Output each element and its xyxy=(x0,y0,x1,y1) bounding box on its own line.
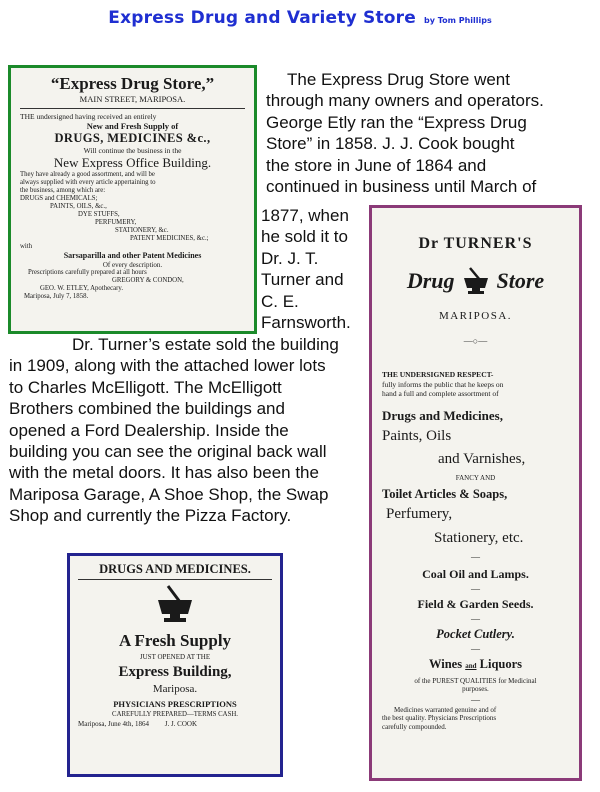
item-field: Field & Garden Seeds. xyxy=(417,596,534,611)
article-line: in 1909, along with the attached lower lots xyxy=(9,356,326,376)
clipping-intro xyxy=(382,370,569,399)
divider xyxy=(78,579,272,580)
list-item: STATIONERY, &c. xyxy=(115,227,169,234)
purest-note xyxy=(382,677,569,694)
article-line: he sold it to xyxy=(261,227,348,247)
article-line: 1877, when xyxy=(261,206,349,225)
title-text: Express Drug and Variety Store xyxy=(108,8,416,28)
clipping-sarsaparilla: Sarsaparilla and other Patent Medicines xyxy=(63,251,202,260)
list-item: DRUGS and CHEMICALS; xyxy=(20,195,98,202)
item-coal: Coal Oil and Lamps. xyxy=(422,566,529,581)
list-item: PATENT MEDICINES, &c.; xyxy=(130,235,209,242)
clipping-title: “Express Drug Store,” xyxy=(50,74,215,93)
physicians: PHYSICIANS PRESCRIPTIONS xyxy=(113,699,237,709)
byline: by Tom Phillips xyxy=(423,16,492,25)
article-line: continued in business until March of xyxy=(266,177,537,197)
list-item: PERFUMERY, xyxy=(95,219,137,226)
item-wines xyxy=(382,653,569,677)
article-line: George Etly ran the “Express Drug xyxy=(266,112,527,132)
warranted-line: carefully compounded. xyxy=(382,722,447,731)
list-item: PAINTS, OILS, &c., xyxy=(50,203,107,210)
article-line: Mariposa Garage, A Shoe Shop, the Swap xyxy=(9,484,329,504)
article-line: to Charles McElligott. The McElligott xyxy=(9,377,282,397)
article-line: Shop and currently the Pizza Factory. xyxy=(9,506,292,526)
cook-signature: J. J. COOK xyxy=(164,720,198,728)
item-varnishes: and Varnishes, xyxy=(438,450,526,467)
clipping-assortment xyxy=(20,171,245,195)
store-word: Store xyxy=(496,268,545,293)
item-paints: Paints, Oils xyxy=(382,427,452,444)
clipping-continue: Will continue the business in the xyxy=(83,146,182,155)
article-narrow xyxy=(261,205,365,333)
dr-turners-drug-store-clipping xyxy=(369,205,582,781)
mortar-and-pestle-icon xyxy=(461,266,491,296)
drug-word: Drug xyxy=(406,268,455,293)
clipping-signature: GEO. W. ETLEY, Apothecary. xyxy=(40,285,124,292)
clipping-title: Dr TURNER'S xyxy=(418,235,533,252)
article-line: through many owners and operators. xyxy=(266,91,544,111)
intro-line: hand a full and complete assortment of xyxy=(382,389,499,398)
assort-line: They have already a good assortment, and will be xyxy=(20,171,155,178)
article-line: opened a Ford Dealership. Inside the xyxy=(9,420,289,440)
divider-dash: — xyxy=(471,694,480,705)
clipping-items-heading: DRUGS, MEDICINES &c., xyxy=(54,131,211,145)
list-item: DYE STUFFS, xyxy=(78,211,120,218)
warranted-note xyxy=(382,706,569,732)
and-word: and xyxy=(465,661,477,670)
clipping-firm: GREGORY & CONDON, xyxy=(112,277,184,284)
clipping-heading: DRUGS AND MEDICINES. xyxy=(99,562,251,576)
purest-line: purposes. xyxy=(462,685,489,693)
assort-line: always supplied with every article appertaining to xyxy=(20,179,156,186)
article-line: Brothers combined the buildings and xyxy=(9,399,285,419)
ornament-divider: —○— xyxy=(463,336,488,346)
cook-town: Mariposa. xyxy=(152,683,198,695)
liquors-word: Liquors xyxy=(479,656,523,671)
warranted-line: the best quality. Physicians Prescriptions xyxy=(382,714,497,722)
intro-line: fully informs the public that he keeps on xyxy=(382,379,504,389)
mortar-illustration xyxy=(78,584,272,624)
drug-store-banner xyxy=(382,266,569,296)
article-line: Dr. J. T. xyxy=(261,248,319,268)
article-line: Turner and xyxy=(261,270,344,290)
article-line: the store in June of 1864 and xyxy=(266,155,487,175)
divider xyxy=(20,108,245,109)
fancy-and: FANCY AND xyxy=(455,473,496,482)
clipping-intro: THE undersigned having received an entirely xyxy=(20,112,157,121)
drugs-and-medicines-clipping xyxy=(67,553,283,777)
divider-dash: — xyxy=(471,583,480,594)
fresh-supply: A Fresh Supply xyxy=(118,631,232,650)
cook-date: Mariposa, June 4th, 1864 xyxy=(78,720,149,728)
wines-word: Wines xyxy=(428,656,463,671)
item-pocket: Pocket Cutlery. xyxy=(436,626,515,641)
clipping-town: MARIPOSA. xyxy=(438,310,513,322)
item-drugs: Drugs and Medicines, xyxy=(382,407,503,423)
article-line: The Express Drug Store went xyxy=(287,70,510,89)
list-item: with xyxy=(20,243,33,250)
page-title xyxy=(0,8,600,28)
item-perfumery: Perfumery, xyxy=(386,505,453,522)
clipping-date: Mariposa, July 7, 1858. xyxy=(24,293,89,300)
warranted-line: Medicines warranted genuine and of xyxy=(394,705,497,714)
item-stationery: Stationery, etc. xyxy=(434,529,524,546)
divider-dash: — xyxy=(471,551,480,562)
article-line: Farnsworth. xyxy=(261,313,351,333)
clipping-location: MAIN STREET, MARIPOSA. xyxy=(79,94,186,104)
purest-line: of the PUREST QUALITIES for Medicinal xyxy=(414,676,537,685)
express-drug-store-clipping xyxy=(8,65,257,334)
divider-dash: — xyxy=(471,643,480,654)
article-line: building you can see the original back wall xyxy=(9,442,327,462)
intro-line: THE UNDERSIGNED RESPECT- xyxy=(382,370,494,379)
carefully: CAREFULLY PREPARED—TERMS CASH. xyxy=(112,711,238,718)
clipping-list xyxy=(20,195,245,251)
article-top xyxy=(266,69,596,197)
assort-line: the business, among which are: xyxy=(20,187,106,194)
clipping-building: New Express Office Building. xyxy=(53,155,212,170)
cook-footer xyxy=(78,719,272,729)
divider-dash: — xyxy=(471,613,480,624)
article-line: C. E. xyxy=(261,291,299,311)
clipping-every: Of every description. xyxy=(102,261,163,269)
article-line: Dr. Turner’s estate sold the building xyxy=(72,335,339,354)
clipping-prescriptions: Prescriptions carefully prepared at all hours xyxy=(28,269,147,276)
item-toilet: Toilet Articles & Soaps, xyxy=(382,486,508,501)
just-opened: JUST OPENED AT THE xyxy=(139,653,211,661)
mortar-and-pestle-icon xyxy=(154,584,196,624)
express-building: Express Building, xyxy=(118,664,232,680)
article-line: with the metal doors. It has also been the xyxy=(9,463,319,483)
article-bottom xyxy=(9,334,369,527)
clipping-supply: New and Fresh Supply of xyxy=(86,121,179,131)
article-line: Store” in 1858. J. J. Cook bought xyxy=(266,134,515,154)
